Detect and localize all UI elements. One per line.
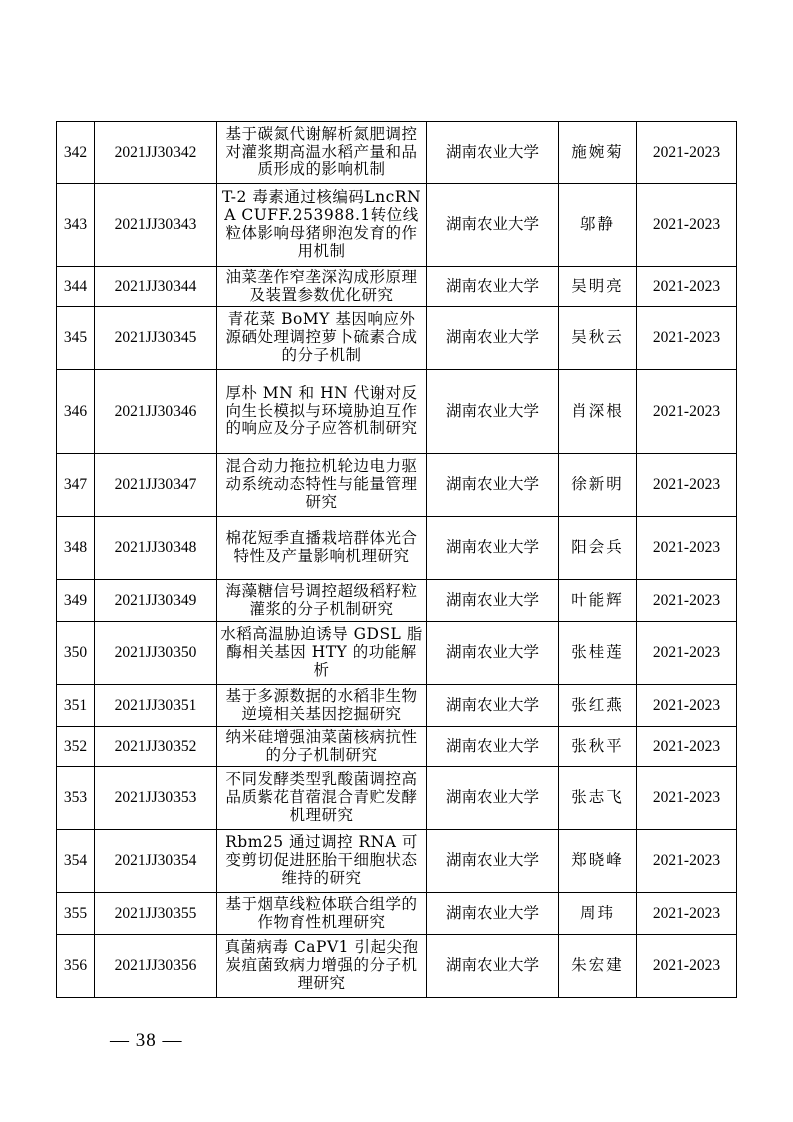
project-table: [56, 121, 737, 998]
project-title: 青花菜 BoMY 基因响应外源硒处理调控萝卜硫素合成的分子机制: [217, 307, 427, 370]
project-title: 不同发酵类型乳酸菌调控高品质紫花苜蓿混合青贮发酵机理研究: [217, 767, 427, 830]
table-row: [57, 454, 737, 517]
project-period: 2021-2023: [637, 893, 737, 935]
institution: 湖南农业大学: [427, 307, 559, 370]
institution: 湖南农业大学: [427, 370, 559, 454]
institution: 湖南农业大学: [427, 622, 559, 685]
institution: 湖南农业大学: [427, 767, 559, 830]
project-period: 2021-2023: [637, 727, 737, 767]
project-code: 2021JJ30356: [95, 935, 217, 998]
institution: 湖南农业大学: [427, 685, 559, 727]
principal-investigator: 徐新明: [559, 454, 637, 517]
project-title: 纳米硅增强油菜菌核病抗性的分子机制研究: [217, 727, 427, 767]
row-number: 343: [57, 184, 95, 267]
row-number: 354: [57, 830, 95, 893]
table-row: [57, 830, 737, 893]
project-period: 2021-2023: [637, 267, 737, 307]
row-number: 352: [57, 727, 95, 767]
principal-investigator: 阳会兵: [559, 517, 637, 580]
project-period: 2021-2023: [637, 935, 737, 998]
principal-investigator: 郑晓峰: [559, 830, 637, 893]
institution: 湖南农业大学: [427, 454, 559, 517]
table-row: [57, 685, 737, 727]
row-number: 345: [57, 307, 95, 370]
institution: 湖南农业大学: [427, 935, 559, 998]
project-code: 2021JJ30342: [95, 122, 217, 184]
row-number: 355: [57, 893, 95, 935]
project-code: 2021JJ30346: [95, 370, 217, 454]
project-title: 基于碳氮代谢解析氮肥调控对灌浆期高温水稻产量和品质形成的影响机制: [217, 122, 427, 184]
row-number: 347: [57, 454, 95, 517]
principal-investigator: 张桂莲: [559, 622, 637, 685]
project-code: 2021JJ30355: [95, 893, 217, 935]
table-row: [57, 935, 737, 998]
table-row: [57, 622, 737, 685]
table-row: [57, 307, 737, 370]
project-title: 基于多源数据的水稻非生物逆境相关基因挖掘研究: [217, 685, 427, 727]
principal-investigator: 周玮: [559, 893, 637, 935]
principal-investigator: 施婉菊: [559, 122, 637, 184]
project-code: 2021JJ30348: [95, 517, 217, 580]
project-code: 2021JJ30351: [95, 685, 217, 727]
project-code: 2021JJ30344: [95, 267, 217, 307]
project-code: 2021JJ30350: [95, 622, 217, 685]
table-row: [57, 184, 737, 267]
row-number: 348: [57, 517, 95, 580]
page-number: — 38 —: [110, 1030, 183, 1051]
table-row: [57, 893, 737, 935]
project-title: 油菜垄作窄垄深沟成形原理及装置参数优化研究: [217, 267, 427, 307]
institution: 湖南农业大学: [427, 267, 559, 307]
table-row: [57, 517, 737, 580]
principal-investigator: 叶能辉: [559, 580, 637, 622]
principal-investigator: 张志飞: [559, 767, 637, 830]
row-number: 346: [57, 370, 95, 454]
project-title: 真菌病毒 CaPV1 引起尖孢炭疽菌致病力增强的分子机理研究: [217, 935, 427, 998]
project-title: 基于烟草线粒体联合组学的作物育性机理研究: [217, 893, 427, 935]
project-period: 2021-2023: [637, 622, 737, 685]
institution: 湖南农业大学: [427, 580, 559, 622]
project-period: 2021-2023: [637, 307, 737, 370]
project-period: 2021-2023: [637, 454, 737, 517]
institution: 湖南农业大学: [427, 517, 559, 580]
project-title: T-2 毒素通过核编码LncRNA CUFF.253988.1转位线粒体影响母猪卵泡发育的作用机制: [217, 184, 427, 267]
table-row: [57, 767, 737, 830]
project-title: 混合动力拖拉机轮边电力驱动系统动态特性与能量管理研究: [217, 454, 427, 517]
project-period: 2021-2023: [637, 767, 737, 830]
project-code: 2021JJ30349: [95, 580, 217, 622]
principal-investigator: 张秋平: [559, 727, 637, 767]
institution: 湖南农业大学: [427, 184, 559, 267]
project-period: 2021-2023: [637, 370, 737, 454]
project-period: 2021-2023: [637, 517, 737, 580]
table-row: [57, 370, 737, 454]
row-number: 353: [57, 767, 95, 830]
table-row: [57, 727, 737, 767]
institution: 湖南农业大学: [427, 830, 559, 893]
row-number: 350: [57, 622, 95, 685]
principal-investigator: 肖深根: [559, 370, 637, 454]
project-code: 2021JJ30343: [95, 184, 217, 267]
project-code: 2021JJ30347: [95, 454, 217, 517]
project-title: Rbm25 通过调控 RNA 可变剪切促进胚胎干细胞状态维持的研究: [217, 830, 427, 893]
project-period: 2021-2023: [637, 830, 737, 893]
project-period: 2021-2023: [637, 122, 737, 184]
row-number: 342: [57, 122, 95, 184]
project-code: 2021JJ30354: [95, 830, 217, 893]
principal-investigator: 张红燕: [559, 685, 637, 727]
table-row: [57, 122, 737, 184]
project-code: 2021JJ30345: [95, 307, 217, 370]
project-title: 棉花短季直播栽培群体光合特性及产量影响机理研究: [217, 517, 427, 580]
project-period: 2021-2023: [637, 580, 737, 622]
project-code: 2021JJ30353: [95, 767, 217, 830]
table-row: [57, 267, 737, 307]
row-number: 356: [57, 935, 95, 998]
row-number: 349: [57, 580, 95, 622]
principal-investigator: 吴秋云: [559, 307, 637, 370]
row-number: 344: [57, 267, 95, 307]
institution: 湖南农业大学: [427, 122, 559, 184]
principal-investigator: 邬静: [559, 184, 637, 267]
project-period: 2021-2023: [637, 184, 737, 267]
principal-investigator: 吴明亮: [559, 267, 637, 307]
project-period: 2021-2023: [637, 685, 737, 727]
row-number: 351: [57, 685, 95, 727]
principal-investigator: 朱宏建: [559, 935, 637, 998]
project-title: 水稻高温胁迫诱导 GDSL 脂酶相关基因 HTY 的功能解析: [217, 622, 427, 685]
project-title: 海藻糖信号调控超级稻籽粒灌浆的分子机制研究: [217, 580, 427, 622]
project-code: 2021JJ30352: [95, 727, 217, 767]
institution: 湖南农业大学: [427, 893, 559, 935]
institution: 湖南农业大学: [427, 727, 559, 767]
table-row: [57, 580, 737, 622]
project-title: 厚朴 MN 和 HN 代谢对反向生长模拟与环境胁迫互作的响应及分子应答机制研究: [217, 370, 427, 454]
